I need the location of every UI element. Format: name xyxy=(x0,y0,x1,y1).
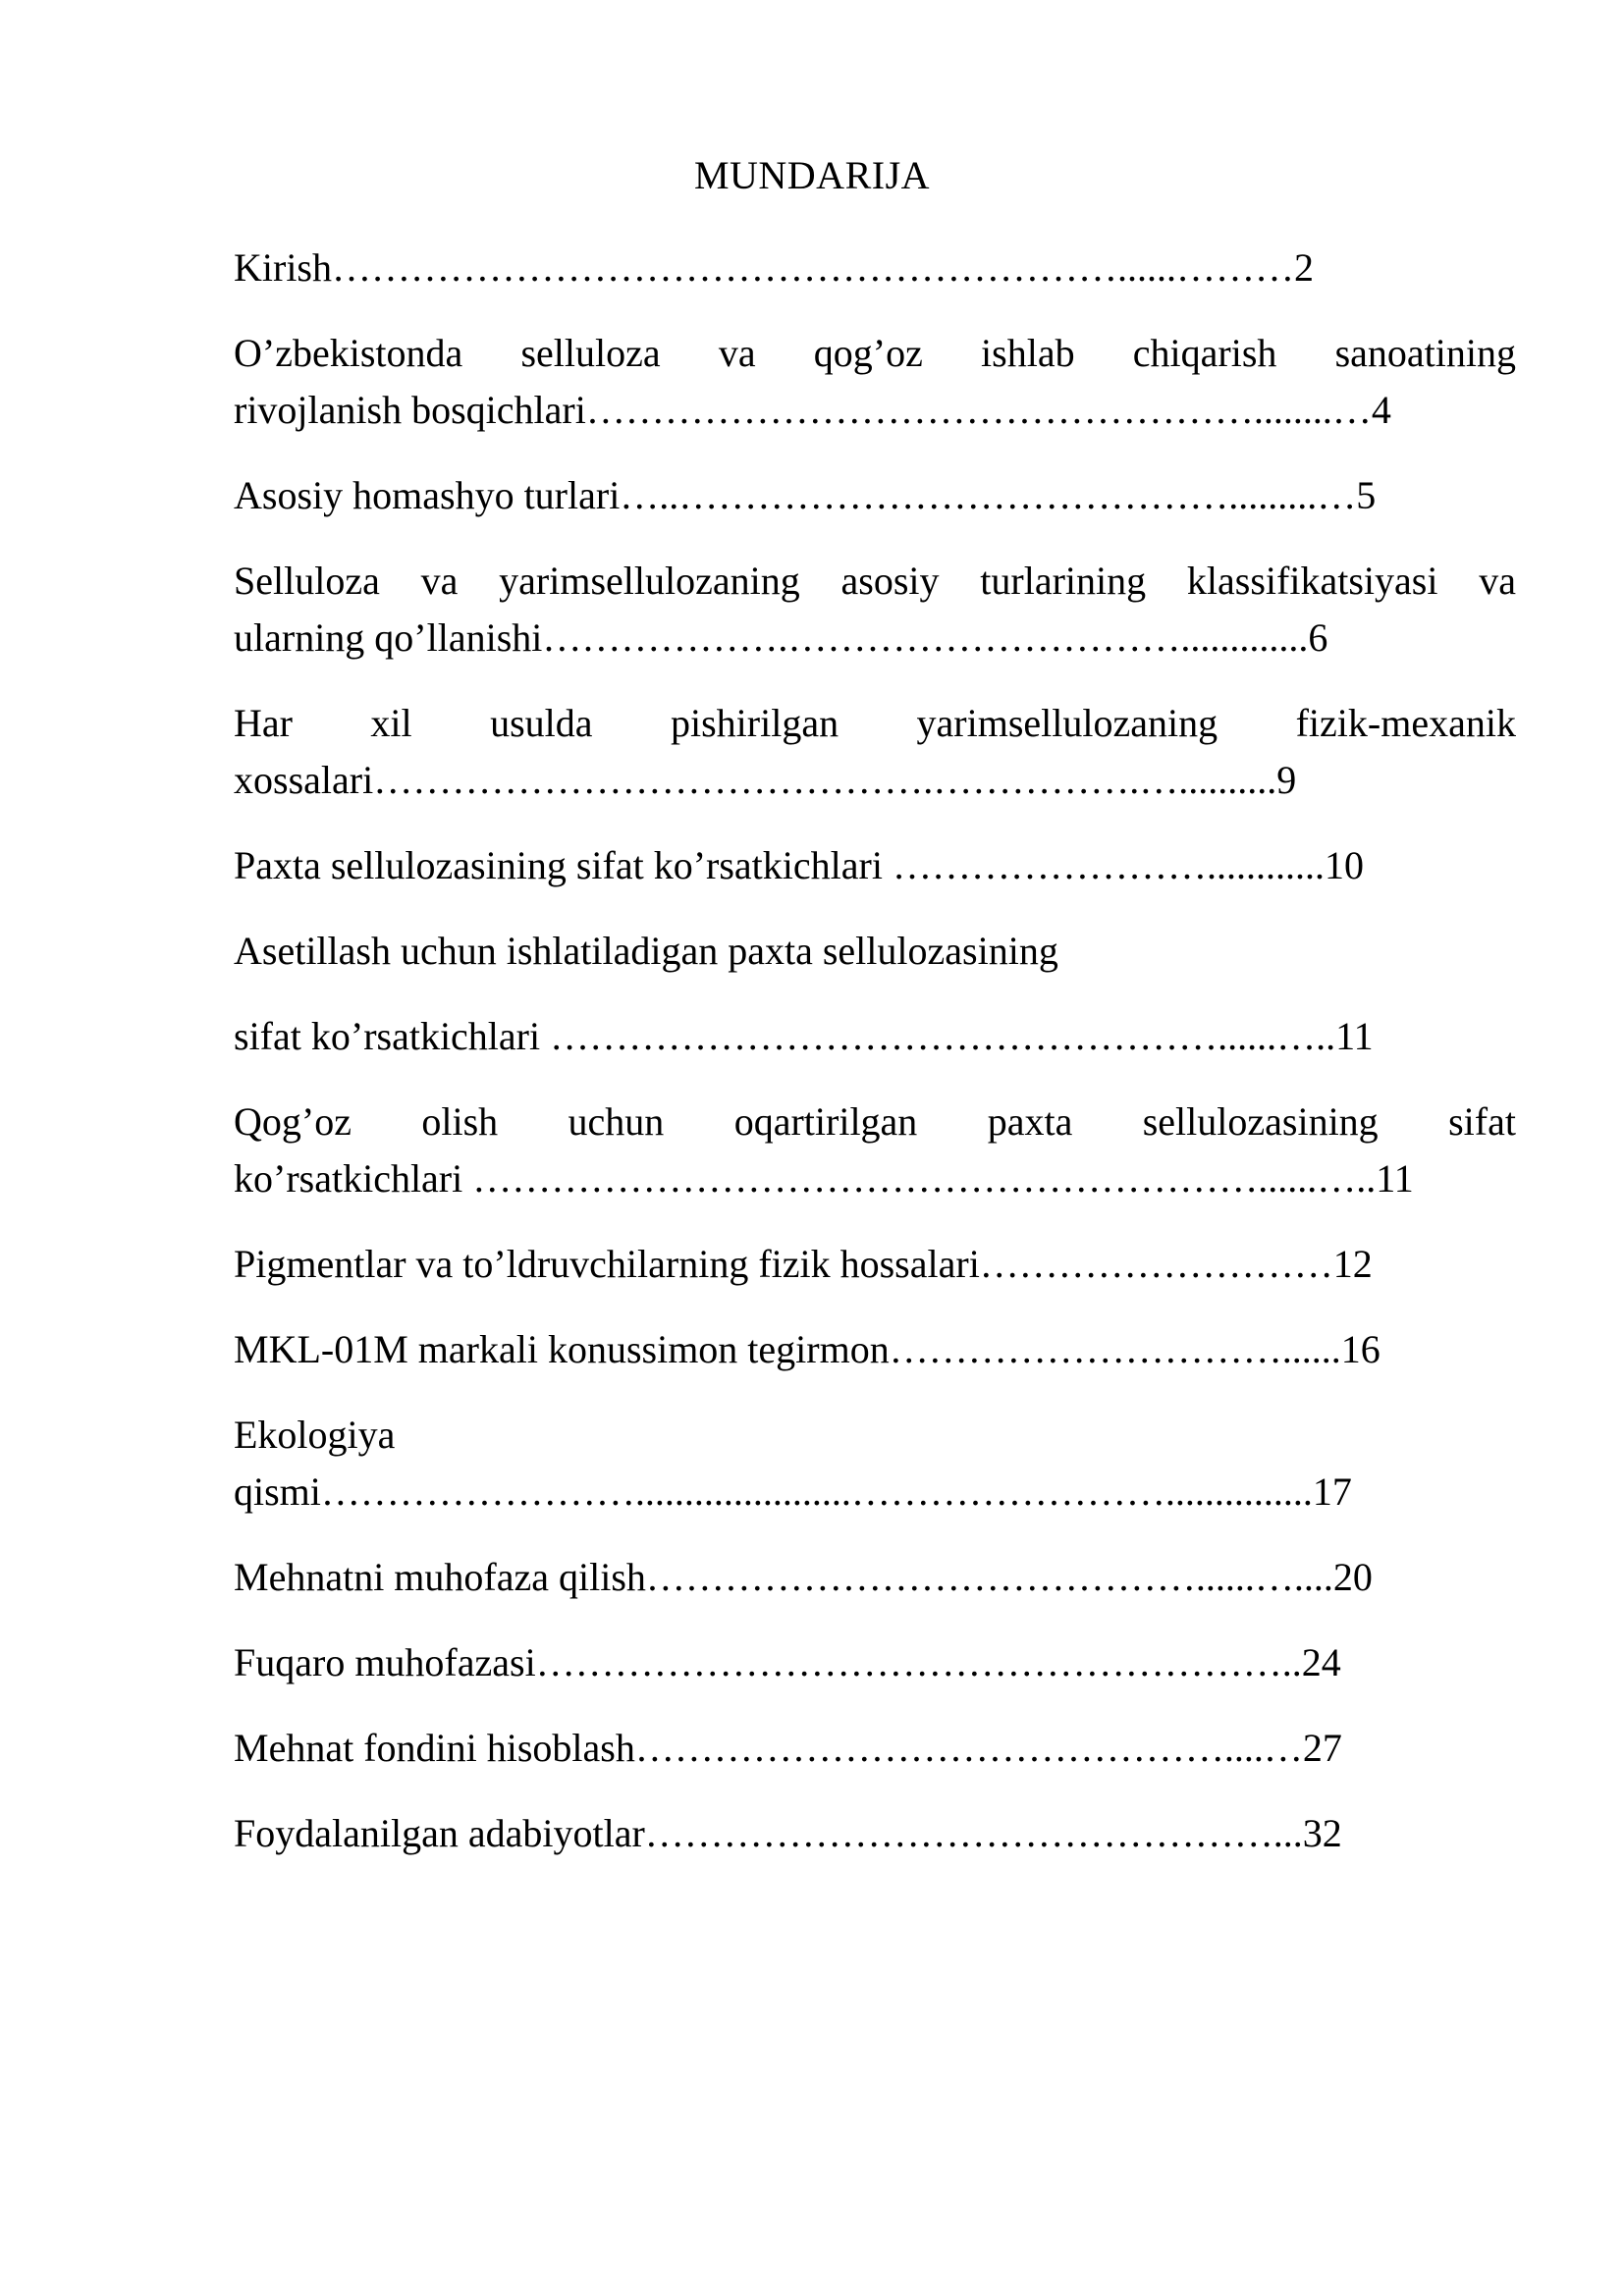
toc-title: MUNDARIJA xyxy=(693,153,931,197)
word: ishlab xyxy=(981,331,1075,375)
word: turlarining xyxy=(980,559,1147,603)
word: va xyxy=(718,331,756,375)
word: pishirilgan xyxy=(671,701,839,745)
word: sanoatining xyxy=(1334,331,1516,375)
toc-entry-asetillash-line-2: sifat ko’rsatkichlari ……………………………………………......…..11 xyxy=(234,1014,1374,1058)
word: Selluloza xyxy=(234,559,380,603)
word: usulda xyxy=(490,701,593,745)
toc-entry-klassifikatsiya-line-2: ularning qo’llanishi……………….………………………….............6 xyxy=(234,615,1328,660)
word: sellulozasining xyxy=(1142,1099,1379,1144)
toc-entry-qogoz-line-1 xyxy=(234,1097,1516,1147)
word: klassifikatsiyasi xyxy=(1186,559,1438,603)
toc-entry-mehnat-fondi: Mehnat fondini hisoblash………………………………………....…27 xyxy=(234,1726,1342,1770)
toc-entry-fizik-mexanik-line-1 xyxy=(234,699,1516,748)
word: uchun xyxy=(568,1099,665,1144)
word: va xyxy=(420,559,459,603)
word: oqartirilgan xyxy=(733,1099,918,1144)
word: Qog’oz xyxy=(234,1099,352,1144)
toc-entry-fizik-mexanik-line-2: xossalari…………………………………….…………….…..........9 xyxy=(234,758,1297,802)
toc-entry-homashyo: Asosiy homashyo turlari…..…………………………………….........…5 xyxy=(234,473,1377,517)
toc-entry-uzbekistan-line-2: rivojlanish bosqichlari……………………………………………........…4 xyxy=(234,388,1391,432)
word: chiqarish xyxy=(1132,331,1277,375)
toc-entry-ekologiya-line-1: Ekologiya xyxy=(234,1413,396,1457)
word: olish xyxy=(421,1099,499,1144)
word: yarimsellulozaning xyxy=(499,559,800,603)
toc-entry-asetillash-line-1: Asetillash uchun ishlatiladigan paxta sellulozasining xyxy=(234,929,1058,973)
toc-entry-adabiyotlar: Foydalanilgan adabiyotlar…………………………………………...32 xyxy=(234,1811,1342,1855)
toc-entry-paxta-sifat: Paxta sellulozasining sifat ko’rsatkichlari ……………………............10 xyxy=(234,843,1364,887)
toc-entry-klassifikatsiya-line-1 xyxy=(234,557,1516,606)
toc-entry-uzbekistan-line-1 xyxy=(234,329,1516,378)
word: sifat xyxy=(1448,1099,1516,1144)
word: Har xyxy=(234,701,293,745)
toc-entry-mehnat-muhofaza: Mehnatni muhofaza qilish……………………………………......…....20 xyxy=(234,1555,1373,1599)
word: va xyxy=(1479,559,1516,603)
toc-entry-tegirmon: MKL-01M markali konussimon tegirmon…………………………......16 xyxy=(234,1327,1380,1371)
toc-entry-ekologiya-line-2: qismi……………………......................……………………...............17 xyxy=(234,1469,1352,1514)
word: paxta xyxy=(987,1099,1073,1144)
toc-entry-fuqaro-muhofazasi: Fuqaro muhofazasi…………………………………………………..24 xyxy=(234,1640,1341,1684)
word: O’zbekistonda xyxy=(234,331,463,375)
word: fizik-mexanik xyxy=(1295,701,1516,745)
word: qog’oz xyxy=(813,331,923,375)
word: yarimsellulozaning xyxy=(916,701,1218,745)
word: selluloza xyxy=(520,331,661,375)
word: asosiy xyxy=(840,559,940,603)
toc-entry-kirish: Kirish……………………………………………………......………2 xyxy=(234,245,1314,290)
toc-entry-pigmentlar: Pigmentlar va to’ldruvchilarning fizik hossalari………………………12 xyxy=(234,1242,1373,1286)
toc-entry-qogoz-line-2: ko’rsatkichlari ……………………………………………………......…..11 xyxy=(234,1156,1414,1201)
word: xil xyxy=(370,701,412,745)
